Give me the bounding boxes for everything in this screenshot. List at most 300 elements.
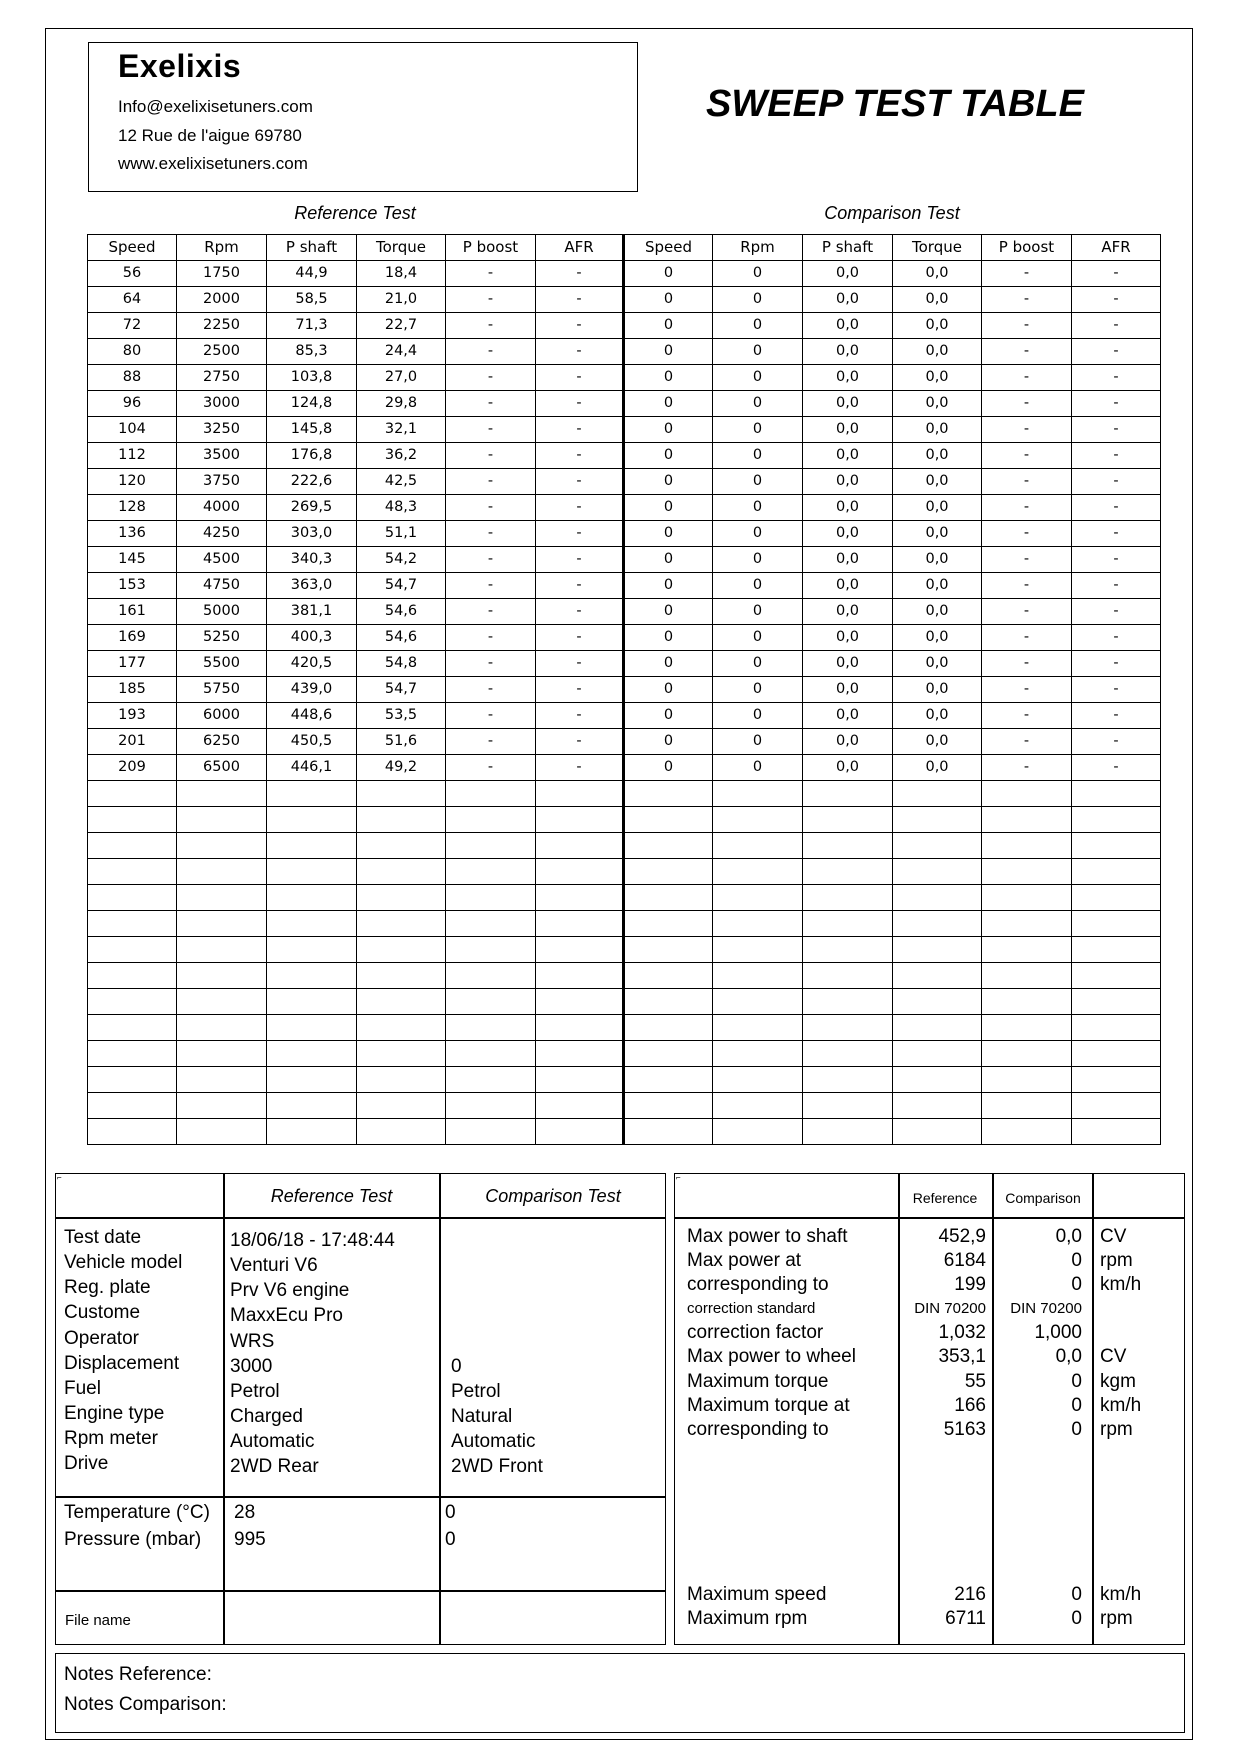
empty-cell <box>982 885 1072 911</box>
company-email: Info@exelixisetuners.com <box>118 97 313 116</box>
empty-cell <box>177 833 267 859</box>
empty-cell <box>624 859 713 885</box>
empty-cell <box>713 859 803 885</box>
table-cell: - <box>1072 287 1161 313</box>
table-cell: 0 <box>624 677 713 703</box>
table-cell: 0 <box>624 391 713 417</box>
table-cell: 18,4 <box>357 261 446 287</box>
table-cell: 0,0 <box>893 651 982 677</box>
empty-cell <box>177 1067 267 1093</box>
result-reference-value: 199 <box>954 1274 986 1295</box>
table-cell: 85,3 <box>267 339 357 365</box>
empty-cell <box>177 1015 267 1041</box>
empty-cell <box>713 1119 803 1145</box>
table-cell: 0 <box>624 729 713 755</box>
vehicle-info-label: Vehicle model <box>64 1252 183 1273</box>
sweep-header-cell: AFR <box>1072 235 1161 261</box>
table-cell: - <box>982 547 1072 573</box>
results-comparison-label: Comparison <box>1005 1190 1081 1206</box>
environment-label: Pressure (mbar) <box>64 1529 202 1550</box>
table-cell: 303,0 <box>267 521 357 547</box>
empty-cell <box>357 1119 446 1145</box>
table-cell: - <box>536 651 624 677</box>
table-cell: - <box>446 651 536 677</box>
table-cell: 448,6 <box>267 703 357 729</box>
empty-cell <box>88 781 177 807</box>
empty-cell <box>88 1041 177 1067</box>
empty-cell <box>446 989 536 1015</box>
table-row <box>88 469 1161 495</box>
empty-table-row <box>88 1041 1161 1067</box>
table-cell: 0 <box>624 313 713 339</box>
empty-cell <box>267 807 357 833</box>
result-unit: CV <box>1100 1226 1127 1247</box>
vehicle-comparison-value: Petrol <box>451 1381 501 1402</box>
table-cell: 0 <box>624 547 713 573</box>
table-cell: 0 <box>713 625 803 651</box>
table-row <box>88 391 1161 417</box>
table-cell: - <box>1072 547 1161 573</box>
table-cell: - <box>982 703 1072 729</box>
result-unit: km/h <box>1100 1395 1142 1416</box>
table-cell: - <box>446 417 536 443</box>
table-cell: 2000 <box>177 287 267 313</box>
empty-cell <box>177 1093 267 1119</box>
table-cell: - <box>982 365 1072 391</box>
table-cell: - <box>1072 339 1161 365</box>
table-cell: - <box>446 495 536 521</box>
environment-label: Temperature (°C) <box>64 1502 210 1523</box>
empty-cell <box>624 1119 713 1145</box>
table-cell: 0 <box>713 495 803 521</box>
table-cell: 51,6 <box>357 729 446 755</box>
empty-cell <box>536 937 624 963</box>
empty-cell <box>624 989 713 1015</box>
table-cell: - <box>982 417 1072 443</box>
result-comparison-value: 0,0 <box>1055 1346 1082 1367</box>
table-cell: 209 <box>88 755 177 781</box>
table-row <box>88 677 1161 703</box>
table-cell: - <box>982 651 1072 677</box>
table-cell: - <box>536 521 624 547</box>
table-cell: - <box>446 313 536 339</box>
table-row <box>88 625 1161 651</box>
empty-cell <box>267 989 357 1015</box>
empty-table-row <box>88 885 1161 911</box>
table-cell: 0,0 <box>803 651 893 677</box>
table-cell: 53,5 <box>357 703 446 729</box>
empty-cell <box>893 963 982 989</box>
table-cell: - <box>1072 677 1161 703</box>
empty-cell <box>446 1119 536 1145</box>
empty-cell <box>893 885 982 911</box>
table-cell: - <box>1072 443 1161 469</box>
table-cell: - <box>1072 599 1161 625</box>
table-cell: 0,0 <box>893 547 982 573</box>
table-cell: - <box>536 339 624 365</box>
empty-cell <box>536 859 624 885</box>
vehicle-info-label: Custome <box>64 1302 141 1323</box>
table-row <box>88 313 1161 339</box>
result-unit: km/h <box>1100 1274 1142 1295</box>
table-cell: - <box>536 417 624 443</box>
table-cell: - <box>1072 521 1161 547</box>
empty-cell <box>893 937 982 963</box>
table-cell: 0 <box>713 417 803 443</box>
result-label: Maximum torque at <box>687 1395 850 1416</box>
table-cell: 0,0 <box>803 365 893 391</box>
sweep-header-cell: Torque <box>357 235 446 261</box>
empty-cell <box>357 859 446 885</box>
table-cell: 0 <box>624 521 713 547</box>
table-cell: 54,7 <box>357 677 446 703</box>
company-website: www.exelixisetuners.com <box>118 154 308 173</box>
empty-cell <box>357 963 446 989</box>
empty-cell <box>803 885 893 911</box>
empty-cell <box>1072 807 1161 833</box>
empty-cell <box>536 781 624 807</box>
empty-cell <box>357 1015 446 1041</box>
table-cell: 0 <box>624 287 713 313</box>
empty-cell <box>357 1041 446 1067</box>
table-cell: - <box>446 547 536 573</box>
company-address: 12 Rue de l'aigue 69780 <box>118 126 302 145</box>
table-cell: - <box>446 729 536 755</box>
table-cell: 54,6 <box>357 599 446 625</box>
table-cell: 420,5 <box>267 651 357 677</box>
empty-cell <box>982 989 1072 1015</box>
empty-cell <box>1072 833 1161 859</box>
empty-cell <box>446 937 536 963</box>
table-cell: 124,8 <box>267 391 357 417</box>
table-cell: 0,0 <box>893 287 982 313</box>
table-cell: 36,2 <box>357 443 446 469</box>
empty-cell <box>982 833 1072 859</box>
empty-cell <box>1072 937 1161 963</box>
empty-cell <box>536 1041 624 1067</box>
table-cell: - <box>982 261 1072 287</box>
empty-cell <box>713 833 803 859</box>
table-cell: 0 <box>713 469 803 495</box>
environment-comparison-value: 0 <box>445 1502 456 1523</box>
table-cell: 58,5 <box>267 287 357 313</box>
table-cell: - <box>982 729 1072 755</box>
table-cell: 193 <box>88 703 177 729</box>
table-cell: - <box>982 287 1072 313</box>
empty-cell <box>536 885 624 911</box>
empty-cell <box>893 859 982 885</box>
result-label: correction factor <box>687 1322 824 1343</box>
table-cell: - <box>536 313 624 339</box>
empty-cell <box>536 963 624 989</box>
empty-cell <box>177 781 267 807</box>
empty-cell <box>357 911 446 937</box>
table-cell: 21,0 <box>357 287 446 313</box>
table-cell: 363,0 <box>267 573 357 599</box>
table-cell: 0,0 <box>893 443 982 469</box>
empty-cell <box>982 807 1072 833</box>
empty-cell <box>446 807 536 833</box>
empty-cell <box>982 937 1072 963</box>
file-name-label: File name <box>65 1612 131 1629</box>
empty-cell <box>267 1041 357 1067</box>
table-cell: - <box>982 391 1072 417</box>
result-reference-value: 166 <box>954 1395 986 1416</box>
vehicle-reference-value: Venturi V6 <box>230 1255 318 1276</box>
vehicle-reference-value: WRS <box>230 1331 275 1352</box>
notes-box <box>55 1653 1185 1733</box>
result-label: Max power to shaft <box>687 1226 848 1247</box>
empty-cell <box>982 1093 1072 1119</box>
empty-table-row <box>88 859 1161 885</box>
table-cell: - <box>982 339 1072 365</box>
empty-cell <box>536 1067 624 1093</box>
table-row <box>88 261 1161 287</box>
table-cell: 3500 <box>177 443 267 469</box>
result-comparison-value: DIN 70200 <box>1010 1300 1082 1317</box>
empty-cell <box>88 937 177 963</box>
empty-cell <box>624 1093 713 1119</box>
table-cell: - <box>536 599 624 625</box>
empty-cell <box>803 963 893 989</box>
table-cell: 6500 <box>177 755 267 781</box>
table-cell: 54,8 <box>357 651 446 677</box>
table-cell: 4500 <box>177 547 267 573</box>
table-cell: 24,4 <box>357 339 446 365</box>
empty-cell <box>357 1067 446 1093</box>
table-cell: 5000 <box>177 599 267 625</box>
table-cell: 0,0 <box>893 703 982 729</box>
empty-cell <box>803 1041 893 1067</box>
vehicle-info-label: Drive <box>64 1453 109 1474</box>
empty-cell <box>893 1119 982 1145</box>
table-cell: 0,0 <box>803 729 893 755</box>
table-cell: 0,0 <box>893 677 982 703</box>
table-cell: 0 <box>713 339 803 365</box>
result-comparison-value: 0 <box>1071 1274 1082 1295</box>
empty-cell <box>624 807 713 833</box>
table-cell: 0,0 <box>803 417 893 443</box>
empty-cell <box>624 1041 713 1067</box>
empty-table-row <box>88 937 1161 963</box>
empty-cell <box>803 1067 893 1093</box>
table-cell: - <box>446 677 536 703</box>
result-label: corresponding to <box>687 1274 829 1295</box>
empty-cell <box>177 1119 267 1145</box>
table-cell: - <box>536 495 624 521</box>
vehicle-info-label: Operator <box>64 1328 139 1349</box>
table-cell: 0 <box>624 417 713 443</box>
table-cell: - <box>982 521 1072 547</box>
empty-cell <box>624 1015 713 1041</box>
empty-cell <box>267 1015 357 1041</box>
table-cell: 0 <box>713 547 803 573</box>
empty-cell <box>1072 781 1161 807</box>
empty-cell <box>267 833 357 859</box>
table-cell: - <box>1072 417 1161 443</box>
empty-cell <box>446 1067 536 1093</box>
table-cell: - <box>982 755 1072 781</box>
empty-cell <box>267 859 357 885</box>
empty-cell <box>446 963 536 989</box>
table-cell: 3750 <box>177 469 267 495</box>
table-cell: - <box>1072 573 1161 599</box>
table-cell: 0 <box>713 755 803 781</box>
vehicle-reference-label: Reference Test <box>270 1186 393 1206</box>
empty-cell <box>88 1093 177 1119</box>
table-cell: 6000 <box>177 703 267 729</box>
result-comparison-value: 0,0 <box>1055 1226 1082 1247</box>
result-comparison-value: 0 <box>1071 1371 1082 1392</box>
empty-cell <box>88 859 177 885</box>
empty-cell <box>177 859 267 885</box>
result-comparison-value: 1,000 <box>1034 1322 1082 1343</box>
notes-reference-label: Notes Reference: <box>64 1664 212 1685</box>
table-cell: - <box>446 287 536 313</box>
table-cell: 0,0 <box>803 521 893 547</box>
empty-cell <box>446 911 536 937</box>
empty-cell <box>177 989 267 1015</box>
empty-cell <box>357 989 446 1015</box>
result-comparison-value: 0 <box>1071 1584 1082 1605</box>
table-row <box>88 287 1161 313</box>
sweep-header-cell: AFR <box>536 235 624 261</box>
table-row <box>88 339 1161 365</box>
table-cell: - <box>1072 313 1161 339</box>
vehicle-info-label: Test date <box>64 1227 142 1248</box>
table-cell: 96 <box>88 391 177 417</box>
table-cell: - <box>1072 703 1161 729</box>
table-cell: - <box>982 599 1072 625</box>
vehicle-reference-value: Automatic <box>230 1431 315 1452</box>
vehicle-comparison-label: Comparison Test <box>485 1186 621 1206</box>
sweep-header-cell: P shaft <box>803 235 893 261</box>
empty-cell <box>803 859 893 885</box>
table-cell: 44,9 <box>267 261 357 287</box>
result-reference-value: 452,9 <box>938 1226 986 1247</box>
empty-table-row <box>88 807 1161 833</box>
table-cell: - <box>1072 365 1161 391</box>
empty-cell <box>713 963 803 989</box>
table-cell: 176,8 <box>267 443 357 469</box>
table-cell: 0 <box>624 755 713 781</box>
empty-cell <box>446 859 536 885</box>
result-reference-value: 55 <box>964 1371 986 1392</box>
table-cell: - <box>1072 391 1161 417</box>
empty-cell <box>1072 1015 1161 1041</box>
empty-table-row <box>88 989 1161 1015</box>
table-cell: 0,0 <box>803 287 893 313</box>
empty-cell <box>624 1067 713 1093</box>
table-cell: 3250 <box>177 417 267 443</box>
reference-test-label: Reference Test <box>294 203 416 223</box>
empty-cell <box>713 781 803 807</box>
empty-cell <box>88 1015 177 1041</box>
table-cell: - <box>446 469 536 495</box>
table-cell: - <box>1072 469 1161 495</box>
table-cell: 0 <box>624 651 713 677</box>
table-cell: - <box>446 755 536 781</box>
table-cell: 145,8 <box>267 417 357 443</box>
empty-cell <box>177 963 267 989</box>
table-cell: 49,2 <box>357 755 446 781</box>
empty-cell <box>536 989 624 1015</box>
table-row <box>88 547 1161 573</box>
empty-cell <box>357 1093 446 1119</box>
empty-cell <box>536 1015 624 1041</box>
table-cell: 0 <box>713 729 803 755</box>
empty-cell <box>803 989 893 1015</box>
empty-cell <box>893 911 982 937</box>
empty-cell <box>803 1093 893 1119</box>
table-cell: 0 <box>713 443 803 469</box>
empty-cell <box>982 1015 1072 1041</box>
table-cell: - <box>446 573 536 599</box>
vehicle-reference-value: 2WD Rear <box>230 1456 319 1477</box>
empty-table-row <box>88 1093 1161 1119</box>
table-cell: 0,0 <box>893 339 982 365</box>
sweep-header-cell: Torque <box>893 235 982 261</box>
empty-cell <box>446 885 536 911</box>
table-cell: - <box>982 677 1072 703</box>
empty-cell <box>1072 989 1161 1015</box>
sweep-header-cell: Speed <box>624 235 713 261</box>
table-cell: 222,6 <box>267 469 357 495</box>
table-cell: - <box>982 443 1072 469</box>
table-cell: 0,0 <box>893 573 982 599</box>
table-cell: 54,2 <box>357 547 446 573</box>
result-label: correction standard <box>687 1300 816 1317</box>
empty-cell <box>88 833 177 859</box>
empty-cell <box>713 911 803 937</box>
table-cell: 4250 <box>177 521 267 547</box>
table-cell: 0 <box>713 391 803 417</box>
result-comparison-value: 0 <box>1071 1395 1082 1416</box>
table-cell: 269,5 <box>267 495 357 521</box>
empty-cell <box>267 1067 357 1093</box>
table-cell: 0,0 <box>803 547 893 573</box>
table-cell: 29,8 <box>357 391 446 417</box>
result-label: Maximum torque <box>687 1371 829 1392</box>
empty-cell <box>893 833 982 859</box>
company-name: Exelixis <box>118 48 242 84</box>
vehicle-info-label: Engine type <box>64 1403 165 1424</box>
table-cell: 0 <box>624 573 713 599</box>
table-cell: 0,0 <box>893 261 982 287</box>
empty-cell <box>803 833 893 859</box>
empty-cell <box>713 1015 803 1041</box>
empty-cell <box>713 807 803 833</box>
table-cell: - <box>446 443 536 469</box>
table-cell: - <box>982 469 1072 495</box>
table-cell: - <box>446 339 536 365</box>
empty-cell <box>1072 1041 1161 1067</box>
table-cell: 439,0 <box>267 677 357 703</box>
vehicle-info-label: Rpm meter <box>64 1428 158 1449</box>
table-cell: 64 <box>88 287 177 313</box>
empty-cell <box>267 911 357 937</box>
table-cell: - <box>1072 625 1161 651</box>
empty-cell <box>536 1119 624 1145</box>
sweep-header-row <box>88 235 1161 261</box>
table-cell: - <box>536 703 624 729</box>
table-row <box>88 521 1161 547</box>
result-comparison-value: 0 <box>1071 1608 1082 1629</box>
table-cell: 0,0 <box>893 495 982 521</box>
table-cell: 54,6 <box>357 625 446 651</box>
table-cell: 0,0 <box>893 625 982 651</box>
table-cell: 0,0 <box>893 469 982 495</box>
